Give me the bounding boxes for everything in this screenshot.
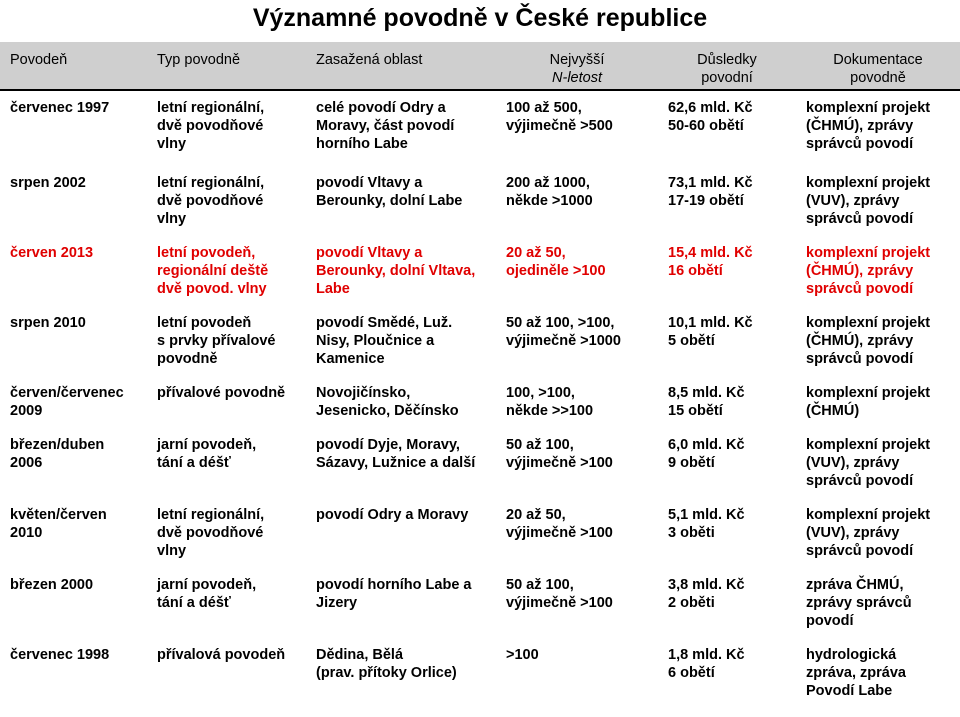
- table-row: [0, 498, 960, 568]
- cell-nletost: 200 až 1000, někde >1000: [506, 175, 593, 209]
- cell-nletost: 100, >100, někde >>100: [506, 385, 594, 419]
- cell-povoden: květen/červen 2010: [10, 507, 107, 541]
- cell-povoden: červenec 1998: [10, 647, 110, 663]
- table-row: [0, 166, 960, 236]
- cell-povoden: srpen 2002: [10, 175, 86, 191]
- table-row: [0, 236, 960, 306]
- cell-dusledky: 3,8 mld. Kč 2 oběti: [668, 577, 745, 611]
- cell-nletost: 50 až 100, výjimečně >100: [506, 577, 613, 611]
- cell-typ: jarní povodeň, tání a déšť: [157, 577, 257, 611]
- cell-typ: letní regionální, dvě povodňové vlny: [157, 507, 265, 559]
- cell-dokumentace: komplexní projekt (ČHMÚ): [806, 385, 931, 419]
- table-row: [0, 90, 960, 166]
- table-header: [0, 42, 960, 90]
- cell-dusledky: 15,4 mld. Kč 16 obětí: [668, 245, 753, 279]
- cell-typ: přívalová povodeň: [157, 647, 286, 663]
- cell-povoden: srpen 2010: [10, 315, 86, 331]
- cell-oblast: povodí Vltavy a Berounky, dolní Labe: [316, 175, 463, 209]
- cell-nletost: 50 až 100, výjimečně >100: [506, 437, 613, 471]
- cell-oblast: povodí Dyje, Moravy, Sázavy, Lužnice a další: [316, 437, 476, 471]
- cell-typ: jarní povodeň, tání a déšť: [157, 437, 257, 471]
- cell-dusledky: 6,0 mld. Kč 9 obětí: [668, 437, 745, 471]
- table-row: [0, 376, 960, 428]
- header-oblast: Zasažená oblast: [316, 52, 423, 68]
- cell-dusledky: 5,1 mld. Kč 3 oběti: [668, 507, 745, 541]
- header-povoden: Povodeň: [10, 52, 68, 68]
- cell-nletost: 20 až 50, ojediněle >100: [506, 245, 606, 279]
- header-dokumentace: Dokumentace povodně: [833, 52, 923, 86]
- cell-oblast: povodí horního Labe a Jizery: [316, 577, 472, 611]
- cell-dokumentace: zpráva ČHMÚ, zprávy správců povodí: [806, 577, 912, 629]
- cell-oblast: povodí Smědé, Luž. Nisy, Ploučnice a Kamenice: [316, 315, 453, 367]
- cell-povoden: březen 2000: [10, 577, 94, 593]
- cell-povoden: březen/duben 2006: [10, 437, 105, 471]
- cell-typ: letní povodeň s prvky přívalové povodně: [157, 315, 276, 367]
- cell-dusledky: 10,1 mld. Kč 5 obětí: [668, 315, 753, 349]
- cell-dokumentace: komplexní projekt (VUV), zprávy správců povodí: [806, 507, 931, 559]
- table-row: [0, 306, 960, 376]
- cell-nletost: 20 až 50, výjimečně >100: [506, 507, 613, 541]
- table-row: [0, 428, 960, 498]
- cell-povoden: červen 2013: [10, 245, 94, 261]
- cell-dokumentace: hydrologická zpráva, zpráva Povodí Labe: [806, 647, 906, 699]
- cell-oblast: povodí Vltavy a Berounky, dolní Vltava, Labe: [316, 245, 476, 297]
- cell-oblast: Dědina, Bělá (prav. přítoky Orlice): [316, 647, 457, 681]
- cell-dusledky: 73,1 mld. Kč 17-19 obětí: [668, 175, 753, 209]
- cell-typ: letní regionální, dvě povodňové vlny: [157, 175, 265, 227]
- cell-oblast: Novojičínsko, Jesenicko, Děčínsko: [316, 385, 459, 419]
- cell-povoden: červenec 1997: [10, 100, 110, 116]
- flood-table: [0, 42, 960, 708]
- header-typ: Typ povodně: [157, 52, 241, 68]
- cell-dusledky: 62,6 mld. Kč 50-60 obětí: [668, 100, 753, 134]
- cell-nletost: 100 až 500, výjimečně >500: [506, 100, 613, 134]
- cell-oblast: celé povodí Odry a Moravy, část povodí horního Labe: [316, 100, 455, 152]
- cell-oblast: povodí Odry a Moravy: [316, 507, 469, 523]
- cell-dokumentace: komplexní projekt (ČHMÚ), zprávy správců povodí: [806, 245, 931, 297]
- cell-dokumentace: komplexní projekt (ČHMÚ), zprávy správců povodí: [806, 315, 931, 367]
- table-row: [0, 638, 960, 708]
- cell-povoden: červen/červenec 2009: [10, 385, 124, 419]
- cell-dokumentace: komplexní projekt (ČHMÚ), zprávy správců povodí: [806, 100, 931, 152]
- header-nletost: Nejvyšší N-letost: [549, 52, 605, 86]
- header-dusledky: Důsledky povodní: [697, 52, 757, 86]
- cell-typ: letní povodeň, regionální deště dvě povod. vlny: [157, 245, 269, 297]
- cell-typ: letní regionální, dvě povodňové vlny: [157, 100, 265, 152]
- cell-nletost: 50 až 100, >100, výjimečně >1000: [506, 315, 621, 349]
- cell-nletost: >100: [506, 647, 539, 663]
- cell-dusledky: 8,5 mld. Kč 15 obětí: [668, 385, 745, 419]
- cell-typ: přívalové povodně: [157, 385, 286, 401]
- cell-dusledky: 1,8 mld. Kč 6 obětí: [668, 647, 745, 681]
- cell-dokumentace: komplexní projekt (VUV), zprávy správců povodí: [806, 437, 931, 489]
- page-title: Významné povodně v České republice: [252, 4, 708, 32]
- table-row: [0, 568, 960, 638]
- cell-dokumentace: komplexní projekt (VUV), zprávy správců povodí: [806, 175, 931, 227]
